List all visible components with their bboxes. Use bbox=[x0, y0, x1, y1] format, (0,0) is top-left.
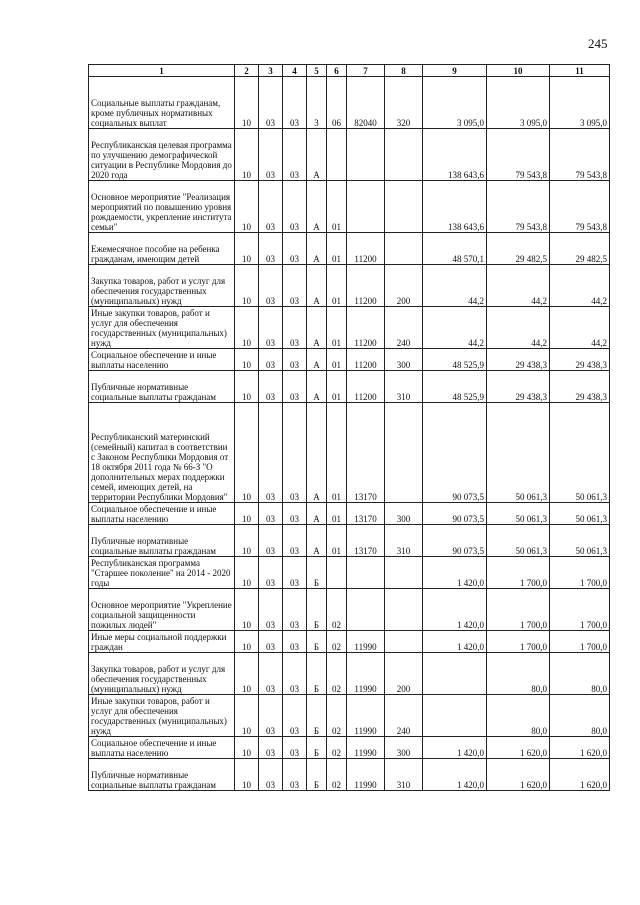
cell-subsection: 03 bbox=[259, 737, 283, 759]
cell-amount-col9: 3 095,0 bbox=[423, 77, 487, 129]
cell-direction: 11200 bbox=[347, 307, 385, 349]
cell-amount-col10: 50 061,3 bbox=[487, 525, 550, 557]
cell-amount-col11: 50 061,3 bbox=[550, 525, 610, 557]
cell-subsection-code: 03 bbox=[283, 265, 307, 307]
cell-subsection: 03 bbox=[259, 557, 283, 589]
cell-amount-col9: 90 073,5 bbox=[423, 525, 487, 557]
column-header: 2 bbox=[235, 65, 259, 77]
cell-amount-col11: 80,0 bbox=[550, 653, 610, 695]
cell-subsection-code: 03 bbox=[283, 695, 307, 737]
table-row bbox=[89, 233, 610, 265]
column-header: 3 bbox=[259, 65, 283, 77]
cell-name: Публичные нормативные социальные выплаты гражданам bbox=[89, 525, 235, 557]
cell-name: Иные закупки товаров, работ и услуг для обеспечения государственных (муниципальных) нужд bbox=[89, 307, 235, 349]
cell-amount-col10: 1 700,0 bbox=[487, 589, 550, 631]
cell-direction: 11990 bbox=[347, 653, 385, 695]
cell-name: Иные закупки товаров, работ и услуг для обеспечения государственных (муниципальных) нужд bbox=[89, 695, 235, 737]
cell-program: Б bbox=[307, 589, 327, 631]
cell-program-code: 02 bbox=[327, 737, 347, 759]
cell-direction: 11990 bbox=[347, 631, 385, 653]
cell-program: Б bbox=[307, 737, 327, 759]
cell-amount-col9: 44,2 bbox=[423, 265, 487, 307]
budget-table bbox=[88, 64, 610, 791]
cell-program: А bbox=[307, 265, 327, 307]
table-row bbox=[89, 695, 610, 737]
cell-program-code: 01 bbox=[327, 349, 347, 371]
cell-subsection: 03 bbox=[259, 307, 283, 349]
cell-subsection-code: 03 bbox=[283, 631, 307, 653]
cell-amount-col10: 3 095,0 bbox=[487, 77, 550, 129]
cell-amount-col9: 1 420,0 bbox=[423, 631, 487, 653]
cell-program: А bbox=[307, 349, 327, 371]
column-header: 7 bbox=[347, 65, 385, 77]
cell-expense-type: 310 bbox=[385, 371, 423, 403]
cell-amount-col9: 90 073,5 bbox=[423, 403, 487, 503]
cell-section: 10 bbox=[235, 525, 259, 557]
cell-expense-type bbox=[385, 129, 423, 181]
cell-program: Б bbox=[307, 653, 327, 695]
cell-program: А bbox=[307, 181, 327, 233]
cell-program: Б bbox=[307, 759, 327, 791]
cell-section: 10 bbox=[235, 265, 259, 307]
cell-program-code: 02 bbox=[327, 589, 347, 631]
cell-direction: 11990 bbox=[347, 737, 385, 759]
cell-amount-col11: 50 061,3 bbox=[550, 403, 610, 503]
table-row bbox=[89, 759, 610, 791]
cell-section: 10 bbox=[235, 631, 259, 653]
cell-name: Публичные нормативные социальные выплаты гражданам bbox=[89, 371, 235, 403]
cell-program-code: 01 bbox=[327, 371, 347, 403]
table-row bbox=[89, 181, 610, 233]
cell-expense-type: 320 bbox=[385, 77, 423, 129]
cell-program: А bbox=[307, 307, 327, 349]
cell-expense-type bbox=[385, 403, 423, 503]
column-header: 10 bbox=[487, 65, 550, 77]
cell-amount-col9 bbox=[423, 695, 487, 737]
cell-name: Республиканская программа "Старшее поколение" на 2014 - 2020 годы bbox=[89, 557, 235, 589]
cell-amount-col10: 44,2 bbox=[487, 307, 550, 349]
cell-subsection-code: 03 bbox=[283, 557, 307, 589]
cell-subsection: 03 bbox=[259, 653, 283, 695]
cell-amount-col10: 50 061,3 bbox=[487, 403, 550, 503]
cell-subsection-code: 03 bbox=[283, 233, 307, 265]
cell-section: 10 bbox=[235, 737, 259, 759]
cell-program-code: 01 bbox=[327, 233, 347, 265]
cell-subsection: 03 bbox=[259, 181, 283, 233]
cell-amount-col10: 44,2 bbox=[487, 265, 550, 307]
cell-subsection: 03 bbox=[259, 403, 283, 503]
cell-expense-type bbox=[385, 631, 423, 653]
cell-amount-col9: 138 643,6 bbox=[423, 129, 487, 181]
cell-section: 10 bbox=[235, 759, 259, 791]
cell-name: Публичные нормативные социальные выплаты гражданам bbox=[89, 759, 235, 791]
table-row bbox=[89, 503, 610, 525]
cell-amount-col11: 29 482,5 bbox=[550, 233, 610, 265]
cell-program-code bbox=[327, 129, 347, 181]
cell-expense-type: 300 bbox=[385, 349, 423, 371]
cell-section: 10 bbox=[235, 77, 259, 129]
table-row bbox=[89, 265, 610, 307]
cell-subsection-code: 03 bbox=[283, 77, 307, 129]
cell-name: Социальное обеспечение и иные выплаты населению bbox=[89, 503, 235, 525]
cell-amount-col10: 29 438,3 bbox=[487, 349, 550, 371]
column-header: 1 bbox=[89, 65, 235, 77]
cell-program-code: 02 bbox=[327, 653, 347, 695]
cell-amount-col10: 29 438,3 bbox=[487, 371, 550, 403]
cell-amount-col9 bbox=[423, 653, 487, 695]
table-row bbox=[89, 371, 610, 403]
cell-amount-col10: 1 620,0 bbox=[487, 737, 550, 759]
cell-direction: 13170 bbox=[347, 503, 385, 525]
cell-name: Иные меры социальной поддержки граждан bbox=[89, 631, 235, 653]
cell-program: Б bbox=[307, 557, 327, 589]
cell-name: Закупка товаров, работ и услуг для обеспечения государственных (муниципальных) нужд bbox=[89, 653, 235, 695]
cell-expense-type: 240 bbox=[385, 695, 423, 737]
cell-subsection-code: 03 bbox=[283, 759, 307, 791]
cell-direction: 11200 bbox=[347, 265, 385, 307]
cell-direction: 13170 bbox=[347, 525, 385, 557]
table-row bbox=[89, 557, 610, 589]
cell-program: А bbox=[307, 371, 327, 403]
cell-direction: 11200 bbox=[347, 349, 385, 371]
cell-subsection-code: 03 bbox=[283, 737, 307, 759]
cell-program: А bbox=[307, 233, 327, 265]
page-number: 245 bbox=[588, 36, 608, 51]
column-header: 5 bbox=[307, 65, 327, 77]
cell-direction: 11990 bbox=[347, 695, 385, 737]
cell-section: 10 bbox=[235, 589, 259, 631]
cell-direction bbox=[347, 181, 385, 233]
cell-subsection-code: 03 bbox=[283, 129, 307, 181]
cell-subsection: 03 bbox=[259, 759, 283, 791]
table-row bbox=[89, 129, 610, 181]
cell-program-code: 02 bbox=[327, 695, 347, 737]
cell-expense-type bbox=[385, 233, 423, 265]
cell-expense-type bbox=[385, 589, 423, 631]
cell-amount-col11: 79 543,8 bbox=[550, 129, 610, 181]
cell-program: А bbox=[307, 525, 327, 557]
cell-subsection: 03 bbox=[259, 371, 283, 403]
cell-expense-type: 310 bbox=[385, 525, 423, 557]
cell-amount-col9: 1 420,0 bbox=[423, 557, 487, 589]
cell-amount-col11: 29 438,3 bbox=[550, 349, 610, 371]
cell-amount-col10: 79 543,8 bbox=[487, 181, 550, 233]
cell-amount-col10: 29 482,5 bbox=[487, 233, 550, 265]
cell-direction: 11200 bbox=[347, 233, 385, 265]
cell-name: Социальное обеспечение и иные выплаты населению bbox=[89, 737, 235, 759]
cell-section: 10 bbox=[235, 129, 259, 181]
cell-subsection-code: 03 bbox=[283, 371, 307, 403]
cell-amount-col10: 50 061,3 bbox=[487, 503, 550, 525]
cell-amount-col9: 44,2 bbox=[423, 307, 487, 349]
cell-amount-col9: 1 420,0 bbox=[423, 737, 487, 759]
cell-subsection: 03 bbox=[259, 349, 283, 371]
cell-amount-col11: 80,0 bbox=[550, 695, 610, 737]
cell-program: Б bbox=[307, 695, 327, 737]
cell-subsection-code: 03 bbox=[283, 503, 307, 525]
cell-section: 10 bbox=[235, 503, 259, 525]
header-row bbox=[89, 65, 610, 77]
cell-direction bbox=[347, 129, 385, 181]
table-row bbox=[89, 349, 610, 371]
cell-direction: 13170 bbox=[347, 403, 385, 503]
column-header: 6 bbox=[327, 65, 347, 77]
cell-amount-col11: 44,2 bbox=[550, 307, 610, 349]
cell-name: Социальные выплаты гражданам, кроме публичных нормативных социальных выплат bbox=[89, 77, 235, 129]
cell-subsection: 03 bbox=[259, 129, 283, 181]
cell-program-code: 01 bbox=[327, 181, 347, 233]
table-row bbox=[89, 525, 610, 557]
table-row bbox=[89, 737, 610, 759]
cell-subsection-code: 03 bbox=[283, 349, 307, 371]
cell-expense-type: 300 bbox=[385, 737, 423, 759]
cell-amount-col9: 48 570,1 bbox=[423, 233, 487, 265]
cell-program-code: 01 bbox=[327, 525, 347, 557]
cell-section: 10 bbox=[235, 653, 259, 695]
cell-program-code: 02 bbox=[327, 631, 347, 653]
column-header: 11 bbox=[550, 65, 610, 77]
table-row bbox=[89, 77, 610, 129]
cell-amount-col10: 80,0 bbox=[487, 653, 550, 695]
cell-subsection: 03 bbox=[259, 631, 283, 653]
cell-amount-col10: 1 700,0 bbox=[487, 631, 550, 653]
cell-direction: 11200 bbox=[347, 371, 385, 403]
cell-expense-type: 300 bbox=[385, 503, 423, 525]
cell-section: 10 bbox=[235, 403, 259, 503]
cell-amount-col11: 1 700,0 bbox=[550, 589, 610, 631]
cell-subsection-code: 03 bbox=[283, 403, 307, 503]
cell-subsection: 03 bbox=[259, 525, 283, 557]
column-header: 8 bbox=[385, 65, 423, 77]
cell-program: 3 bbox=[307, 77, 327, 129]
cell-expense-type bbox=[385, 181, 423, 233]
cell-amount-col11: 1 700,0 bbox=[550, 631, 610, 653]
cell-name: Республиканская целевая программа по улучшению демографической ситуации в Республике Мордовия до 2020 года bbox=[89, 129, 235, 181]
cell-name: Основное мероприятие "Реализация мероприятий по повышению уровня рождаемости, укрепление института семьи" bbox=[89, 181, 235, 233]
cell-subsection-code: 03 bbox=[283, 307, 307, 349]
cell-program-code: 02 bbox=[327, 759, 347, 791]
cell-section: 10 bbox=[235, 307, 259, 349]
cell-amount-col11: 1 620,0 bbox=[550, 759, 610, 791]
cell-subsection: 03 bbox=[259, 695, 283, 737]
cell-amount-col10: 80,0 bbox=[487, 695, 550, 737]
cell-amount-col9: 138 643,6 bbox=[423, 181, 487, 233]
cell-section: 10 bbox=[235, 695, 259, 737]
cell-name: Республиканский материнский (семейный) капитал в соответствии с Законом Республики Мордовия от 18 октября 2011 года № 66-З "О дополнительных мерах поддержки семей, имеющих детей, на территории Республики Мордовия" bbox=[89, 403, 235, 503]
cell-amount-col10: 79 543,8 bbox=[487, 129, 550, 181]
cell-amount-col9: 1 420,0 bbox=[423, 589, 487, 631]
cell-subsection: 03 bbox=[259, 77, 283, 129]
cell-direction: 82040 bbox=[347, 77, 385, 129]
cell-amount-col11: 44,2 bbox=[550, 265, 610, 307]
cell-expense-type: 310 bbox=[385, 759, 423, 791]
cell-subsection: 03 bbox=[259, 589, 283, 631]
cell-expense-type: 240 bbox=[385, 307, 423, 349]
cell-name: Социальное обеспечение и иные выплаты населению bbox=[89, 349, 235, 371]
cell-amount-col9: 48 525,9 bbox=[423, 371, 487, 403]
table-row bbox=[89, 403, 610, 503]
cell-program-code bbox=[327, 557, 347, 589]
cell-direction bbox=[347, 557, 385, 589]
table-row bbox=[89, 307, 610, 349]
cell-amount-col11: 29 438,3 bbox=[550, 371, 610, 403]
column-header: 9 bbox=[423, 65, 487, 77]
cell-name: Ежемесячное пособие на ребенка гражданам, имеющим детей bbox=[89, 233, 235, 265]
cell-program: А bbox=[307, 503, 327, 525]
cell-section: 10 bbox=[235, 181, 259, 233]
cell-program: Б bbox=[307, 631, 327, 653]
cell-subsection-code: 03 bbox=[283, 181, 307, 233]
cell-program-code: 01 bbox=[327, 503, 347, 525]
cell-name: Основное мероприятие "Укрепление социальной защищенности пожилых людей" bbox=[89, 589, 235, 631]
cell-section: 10 bbox=[235, 349, 259, 371]
cell-amount-col9: 1 420,0 bbox=[423, 759, 487, 791]
cell-program: А bbox=[307, 403, 327, 503]
cell-program: А bbox=[307, 129, 327, 181]
column-header: 4 bbox=[283, 65, 307, 77]
cell-section: 10 bbox=[235, 233, 259, 265]
cell-amount-col11: 1 620,0 bbox=[550, 737, 610, 759]
cell-subsection-code: 03 bbox=[283, 525, 307, 557]
cell-amount-col10: 1 700,0 bbox=[487, 557, 550, 589]
cell-expense-type: 200 bbox=[385, 653, 423, 695]
cell-program-code: 01 bbox=[327, 307, 347, 349]
cell-direction: 11990 bbox=[347, 759, 385, 791]
cell-direction bbox=[347, 589, 385, 631]
cell-section: 10 bbox=[235, 557, 259, 589]
cell-amount-col11: 50 061,3 bbox=[550, 503, 610, 525]
cell-section: 10 bbox=[235, 371, 259, 403]
cell-program-code: 01 bbox=[327, 265, 347, 307]
cell-amount-col11: 1 700,0 bbox=[550, 557, 610, 589]
cell-name: Закупка товаров, работ и услуг для обеспечения государственных (муниципальных) нужд bbox=[89, 265, 235, 307]
cell-amount-col9: 90 073,5 bbox=[423, 503, 487, 525]
cell-subsection: 03 bbox=[259, 233, 283, 265]
cell-program-code: 06 bbox=[327, 77, 347, 129]
cell-subsection: 03 bbox=[259, 265, 283, 307]
cell-subsection-code: 03 bbox=[283, 653, 307, 695]
table-row bbox=[89, 653, 610, 695]
cell-subsection: 03 bbox=[259, 503, 283, 525]
cell-subsection-code: 03 bbox=[283, 589, 307, 631]
cell-expense-type: 200 bbox=[385, 265, 423, 307]
table-row bbox=[89, 631, 610, 653]
table-row bbox=[89, 589, 610, 631]
cell-expense-type bbox=[385, 557, 423, 589]
cell-amount-col11: 3 095,0 bbox=[550, 77, 610, 129]
cell-amount-col10: 1 620,0 bbox=[487, 759, 550, 791]
cell-amount-col11: 79 543,8 bbox=[550, 181, 610, 233]
cell-program-code: 01 bbox=[327, 403, 347, 503]
cell-amount-col9: 48 525,9 bbox=[423, 349, 487, 371]
